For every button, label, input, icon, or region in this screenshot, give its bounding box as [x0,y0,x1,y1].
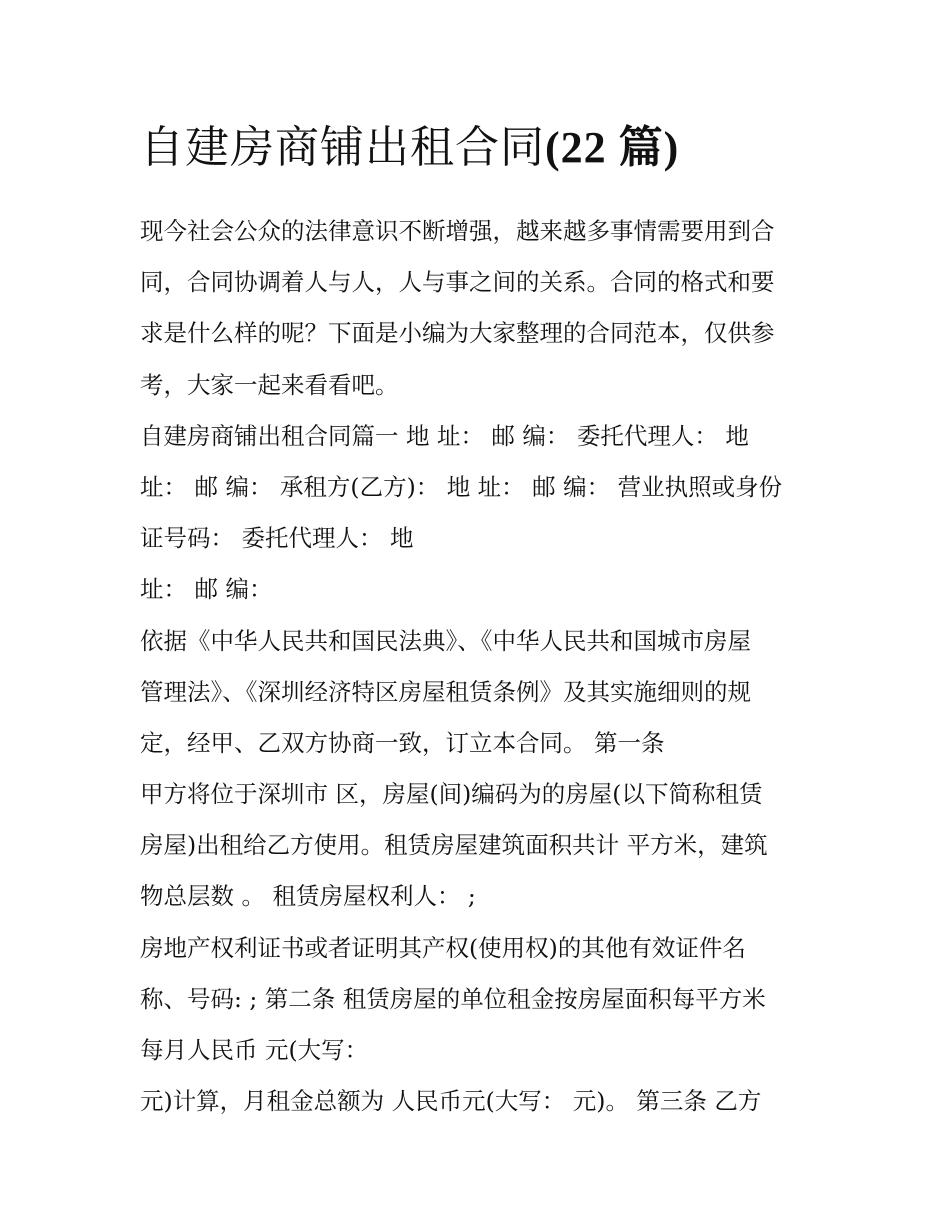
body-line: 同，合同协调着人与人，人与事之间的关系。合同的格式和要 [140,268,775,297]
body-line: 证号码： 委托代理人： 地 [140,524,414,553]
body-line: 房地产权利证书或者证明其产权(使用权)的其他有效证件名 [140,933,746,962]
body-line: 考，大家一起来看看吧。 [140,370,399,399]
title-count: (22 篇) [545,123,680,172]
body-line: 元)计算，月租金总额为 人民币元(大写： 元)。 第三条 乙方 [140,1087,762,1116]
body-line: 求是什么样的呢？下面是小编为大家整理的合同范本，仅供参 [140,319,775,348]
body-line: 自建房商铺出租合同篇一 地 址： 邮 编： 委托代理人： 地 [140,421,749,450]
document-page [140,118,820,1127]
body-line: 址： 邮 编： [140,575,273,604]
document-body [140,206,820,1127]
body-line: 现今社会公众的法律意识不断增强，越来越多事情需要用到合 [140,217,775,245]
body-line: 房屋)出租给乙方使用。租赁房屋建筑面积共计 平方米，建筑 [140,831,768,860]
body-line: 定，经甲、乙双方协商一致，订立本合同。 第一条 [140,728,665,757]
document-title [140,118,820,178]
body-line: 甲方将位于深圳市 区，房屋(间)编码为的房屋(以下简称租赁 [140,780,763,809]
body-line: 物总层数 。 租赁房屋权利人： ; [140,882,476,911]
body-line: 称、号码: ; 第二条 租赁房屋的单位租金按房屋面积每平方米 [140,984,766,1013]
body-line: 每月人民币 元(大写： [140,1036,369,1064]
body-line: 管理法》、《深圳经济特区房屋租赁条例》及其实施细则的规 [140,677,751,706]
title-main: 自建房商铺出租合同 [140,122,545,173]
body-line: 址： 邮 编： 承租方(乙方)： 地 址： 邮 编： 营业执照或身份 [140,472,783,501]
body-line: 依据《中华人民共和国民法典》、《中华人民共和国城市房屋 [140,626,751,655]
